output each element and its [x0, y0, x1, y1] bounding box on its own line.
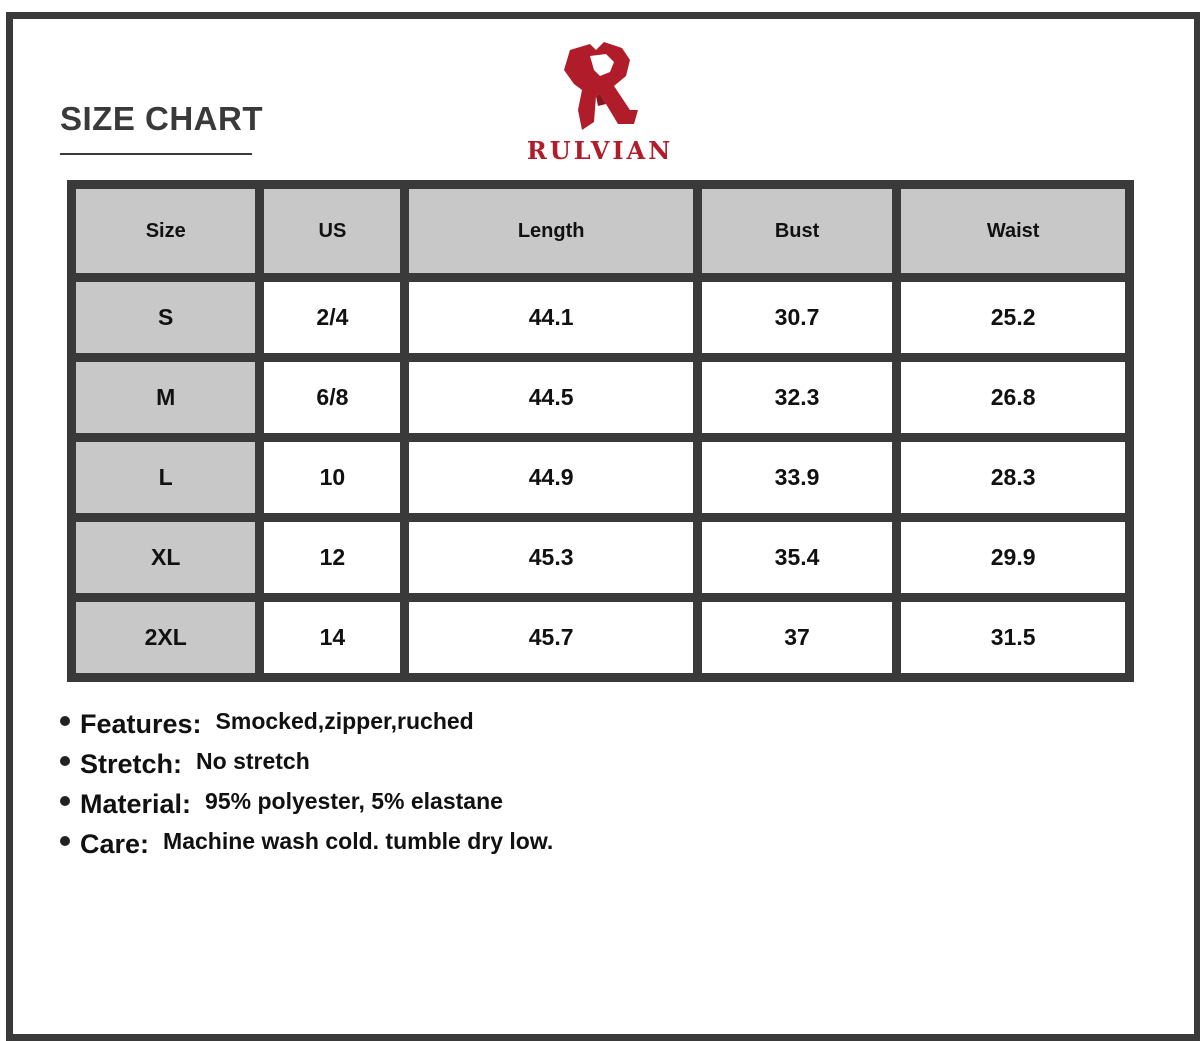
- table-row: [76, 602, 1125, 673]
- detail-value-care: Machine wash cold. tumble dry low.: [163, 827, 554, 854]
- bullet-icon: [60, 796, 70, 806]
- bullet-icon: [60, 756, 70, 766]
- list-item: [60, 744, 553, 784]
- table-cell-us: 12: [264, 522, 400, 593]
- list-item: [60, 704, 553, 744]
- stylized-r-logo-icon: [560, 40, 642, 132]
- detail-value-material: 95% polyester, 5% elastane: [205, 787, 503, 814]
- table-cell-size: S: [76, 282, 255, 353]
- table-cell-size: 2XL: [76, 602, 255, 673]
- table-cell-bust: 37: [702, 602, 892, 673]
- table-row: [76, 442, 1125, 513]
- detail-value-features: Smocked,zipper,ruched: [215, 707, 474, 734]
- table-cell-waist: 25.2: [901, 282, 1125, 353]
- table-cell-us: 2/4: [264, 282, 400, 353]
- column-header-waist: Waist: [901, 189, 1125, 273]
- table-cell-size: M: [76, 362, 255, 433]
- table-cell-us: 10: [264, 442, 400, 513]
- table-cell-size: L: [76, 442, 255, 513]
- table-cell-length: 45.3: [409, 522, 692, 593]
- table-cell-bust: 30.7: [702, 282, 892, 353]
- detail-label-care: Care:: [80, 828, 150, 859]
- table-header-row: [76, 189, 1125, 273]
- bullet-icon: [60, 836, 70, 846]
- table-cell-waist: 26.8: [901, 362, 1125, 433]
- brand-logo: [520, 40, 680, 168]
- table-cell-waist: 28.3: [901, 442, 1125, 513]
- table-cell-waist: 29.9: [901, 522, 1125, 593]
- detail-label-features: Features:: [80, 708, 202, 739]
- list-item: [60, 824, 553, 864]
- detail-label-material: Material:: [80, 788, 192, 819]
- table-cell-bust: 35.4: [702, 522, 892, 593]
- table-cell-us: 14: [264, 602, 400, 673]
- table-cell-us: 6/8: [264, 362, 400, 433]
- table-cell-waist: 31.5: [901, 602, 1125, 673]
- detail-value-stretch: No stretch: [196, 747, 310, 774]
- page-title: SIZE CHART: [60, 100, 263, 137]
- column-header-us: US: [264, 189, 400, 273]
- column-header-bust: Bust: [702, 189, 892, 273]
- table-row: [76, 282, 1125, 353]
- table-row: [76, 522, 1125, 593]
- title-underline: [60, 153, 252, 155]
- size-chart-table: [67, 180, 1134, 682]
- table-cell-size: XL: [76, 522, 255, 593]
- table-row: [76, 362, 1125, 433]
- brand-name: RULVIAN: [526, 136, 674, 165]
- bullet-icon: [60, 716, 70, 726]
- table-cell-bust: 33.9: [702, 442, 892, 513]
- list-item: [60, 784, 553, 824]
- column-header-length: Length: [409, 189, 692, 273]
- table-cell-length: 44.9: [409, 442, 692, 513]
- detail-label-stretch: Stretch:: [80, 748, 183, 779]
- table-cell-length: 45.7: [409, 602, 692, 673]
- table-cell-bust: 32.3: [702, 362, 892, 433]
- column-header-size: Size: [76, 189, 255, 273]
- product-details-list: [60, 704, 553, 864]
- table-cell-length: 44.5: [409, 362, 692, 433]
- table-cell-length: 44.1: [409, 282, 692, 353]
